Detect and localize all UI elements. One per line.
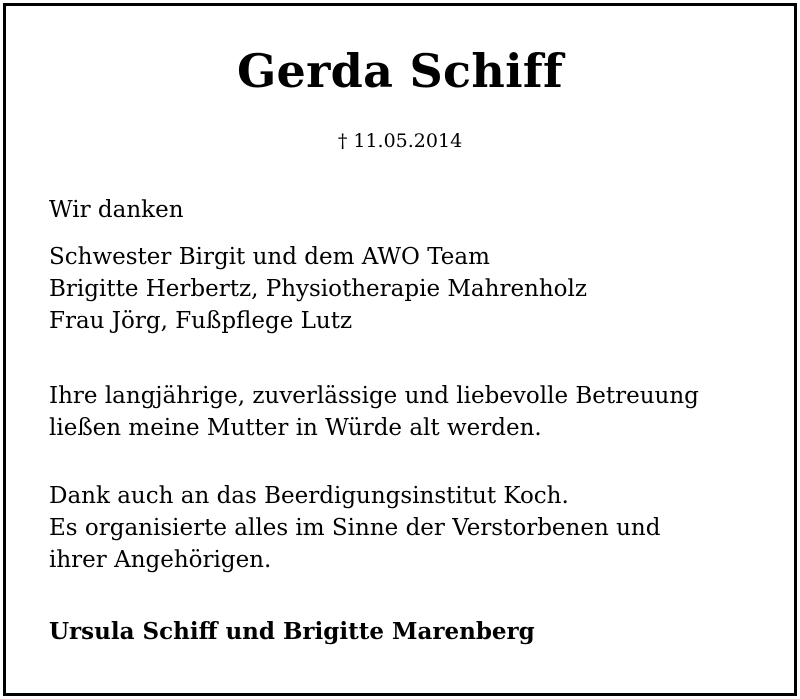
care-line: ließen meine Mutter in Würde alt werden. xyxy=(49,415,542,441)
care-paragraph xyxy=(49,380,699,444)
death-date: † 11.05.2014 xyxy=(337,130,463,152)
funeral-line: ihrer Angehörigen. xyxy=(49,547,272,573)
thanks-list xyxy=(49,241,587,337)
deceased-name: Gerda Schiff xyxy=(236,44,564,98)
funeral-paragraph xyxy=(49,480,660,576)
funeral-line: Dank auch an das Beerdigungsinstitut Koch. xyxy=(49,483,569,509)
signature: Ursula Schiff und Brigitte Marenberg xyxy=(49,618,535,645)
thanks-line: Brigitte Herbertz, Physiotherapie Mahrenholz xyxy=(49,276,588,302)
thanks-line: Frau Jörg, Fußpflege Lutz xyxy=(49,308,353,334)
intro-line: Wir danken xyxy=(49,197,184,223)
funeral-line: Es organisierte alles im Sinne der Verstorbenen und xyxy=(49,515,661,541)
care-line: Ihre langjährige, zuverlässige und liebevolle Betreuung xyxy=(49,383,699,409)
notice-frame xyxy=(3,3,797,696)
thanks-line: Schwester Birgit und dem AWO Team xyxy=(49,244,490,270)
intro-text xyxy=(49,194,184,226)
